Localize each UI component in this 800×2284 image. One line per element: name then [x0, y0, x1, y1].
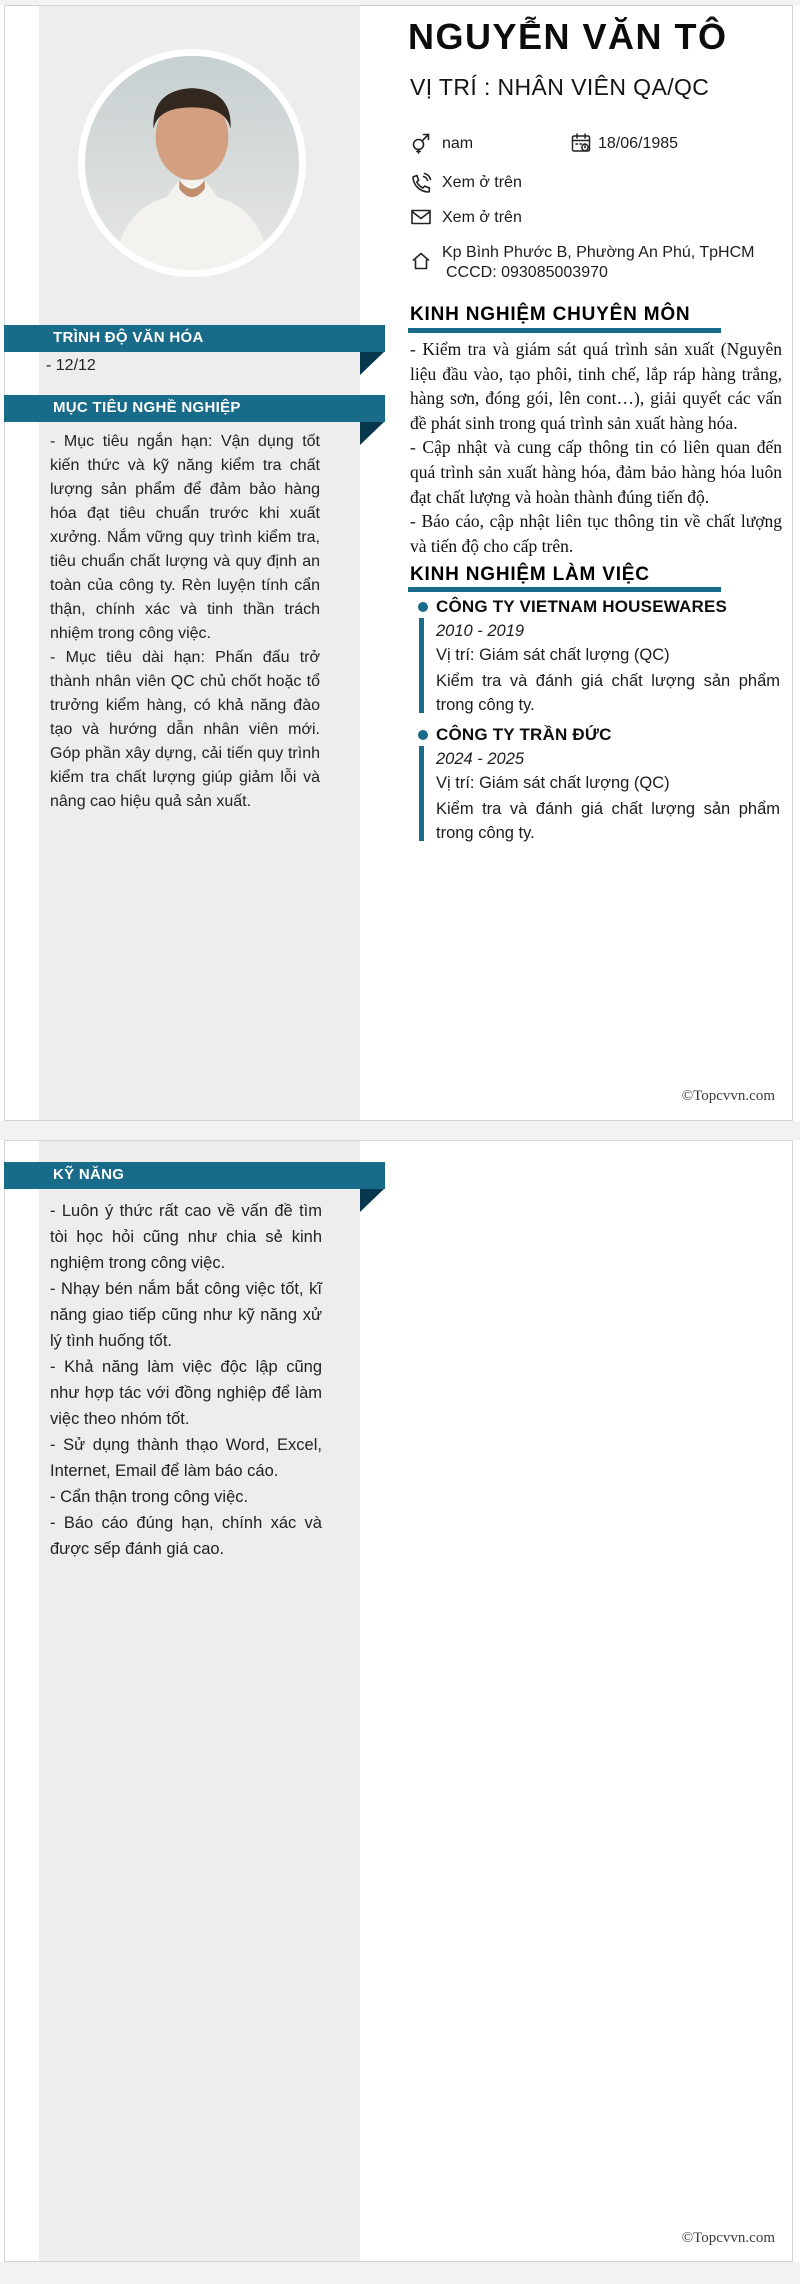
phone-icon: [410, 172, 432, 194]
company-timeline-bar: [419, 618, 424, 713]
skills-section-band: [4, 1162, 385, 1189]
birthday-value: 18/06/1985: [598, 135, 679, 152]
profile-photo: [78, 49, 306, 277]
skill-item: - Cẩn thận trong công việc.: [50, 1488, 249, 1506]
company-role: Vị trí: Giám sát chất lượng (QC): [436, 646, 670, 664]
company-years: 2024 - 2025: [436, 750, 525, 768]
email-value: Xem ở trên: [442, 209, 522, 226]
email-icon: [410, 206, 432, 228]
objective-paragraph: - Mục tiêu dài hạn: Phấn đấu trở thành nhân viên QC chủ chốt hoặc tổ trưởng kiểm hàng, có khả năng đào tạo và hướng dẫn nhân viên mới. Góp phần xây dựng, cải tiến quy trình kiểm tra chất lượng giúp giảm lỗi và nâng cao hiệu quả sản xuất.: [50, 649, 320, 810]
professional-text: [410, 337, 782, 558]
company-name: CÔNG TY VIETNAM HOUSEWARES: [436, 597, 728, 616]
company-bullet: [418, 602, 428, 612]
professional-item: - Kiểm tra và giám sát quá trình sản xuất (Nguyên liệu đầu vào, tạo phôi, tinh chế, lắp ráp hàng trắng, hàng sơn, đóng gói, lên cont…), giải quyết các vấn đề phát sinh trong quá trình sản xuất hàng hóa.: [410, 339, 782, 433]
professional-section-title: KINH NGHIỆM CHUYÊN MÔN: [410, 304, 691, 325]
watermark-page2: ©Topcvvn.com: [681, 2230, 775, 2246]
company-description: Kiểm tra và đánh giá chất lượng sản phẩm trong công ty.: [436, 672, 780, 714]
calendar-icon: [570, 132, 592, 154]
objective-section-title: MỤC TIÊU NGHỀ NGHIỆP: [53, 399, 241, 416]
gender-value: nam: [442, 135, 474, 152]
education-value: - 12/12: [46, 357, 96, 374]
skill-item: - Nhạy bén nắm bắt công việc tốt, kĩ năng giao tiếp cũng như kỹ năng xử lý tình huống tốt.: [50, 1280, 322, 1350]
home-icon: [410, 250, 432, 272]
address-value: Kp Bình Phước B, Phường An Phú, TpHCM: [442, 244, 755, 261]
company-name: CÔNG TY TRẦN ĐỨC: [436, 725, 612, 744]
skills-text: [50, 1198, 322, 1562]
objective-paragraph: - Mục tiêu ngắn hạn: Vận dụng tốt kiến thức và kỹ năng kiểm tra chất lượng sản phẩm để đảm bảo hàng hóa đạt tiêu chuẩn trước khi xuất xưởng. Nắm vững quy trình kiểm tra, tiêu chuẩn chất lượng và quy định an toàn của công ty. Rèn luyện tính cẩn thận, chính xác và tinh thần trách nhiệm trong công việc.: [50, 433, 320, 642]
phone-value: Xem ở trên: [442, 174, 522, 191]
page-gap-bottom: [0, 2262, 800, 2284]
id-number-value: CCCD: 093085003970: [446, 264, 608, 281]
professional-title-underline: [408, 328, 721, 333]
education-section-title: TRÌNH ĐỘ VĂN HÓA: [53, 329, 204, 346]
professional-item: - Cập nhật và cung cấp thông tin có liên quan đến quá trình sản xuất hàng hóa, đảm bảo hàng hóa luôn đạt chất lượng và hoàn thành đúng tiến độ.: [410, 437, 782, 507]
education-section-band: [4, 325, 385, 352]
skills-section-title: KỸ NĂNG: [53, 1166, 125, 1183]
company-years: 2010 - 2019: [436, 622, 525, 640]
watermark-page1: ©Topcvvn.com: [681, 1088, 775, 1104]
skill-item: - Sử dụng thành thạo Word, Excel, Internet, Email để làm báo cáo.: [50, 1436, 322, 1480]
company-bullet: [418, 730, 428, 740]
skill-item: - Luôn ý thức rất cao về vấn đề tìm tòi học hỏi cũng như chia sẻ kinh nghiệm trong công việc.: [50, 1202, 322, 1272]
gender-icon: [410, 132, 432, 154]
company-timeline-bar: [419, 746, 424, 841]
skill-item: - Khả năng làm việc độc lập cũng như hợp tác với đồng nghiệp để làm việc theo nhóm tốt.: [50, 1358, 322, 1428]
candidate-position: VỊ TRÍ : NHÂN VIÊN QA/QC: [410, 74, 710, 100]
objective-section-band: [4, 395, 385, 422]
page-gap-middle: [0, 1121, 800, 1140]
company-role: Vị trí: Giám sát chất lượng (QC): [436, 774, 670, 792]
skill-item: - Báo cáo đúng hạn, chính xác và được sếp đánh giá cao.: [50, 1514, 322, 1558]
profile-photo-image: [85, 56, 299, 270]
work-title-underline: [408, 587, 721, 592]
objective-text: [50, 430, 320, 814]
work-section-title: KINH NGHIỆM LÀM VIỆC: [410, 564, 650, 585]
professional-item: - Báo cáo, cập nhật liên tục thông tin về chất lượng và tiến độ cho cấp trên.: [410, 511, 782, 556]
company-description: Kiểm tra và đánh giá chất lượng sản phẩm trong công ty.: [436, 800, 780, 842]
candidate-name: NGUYỄN VĂN TÔ: [408, 16, 728, 57]
